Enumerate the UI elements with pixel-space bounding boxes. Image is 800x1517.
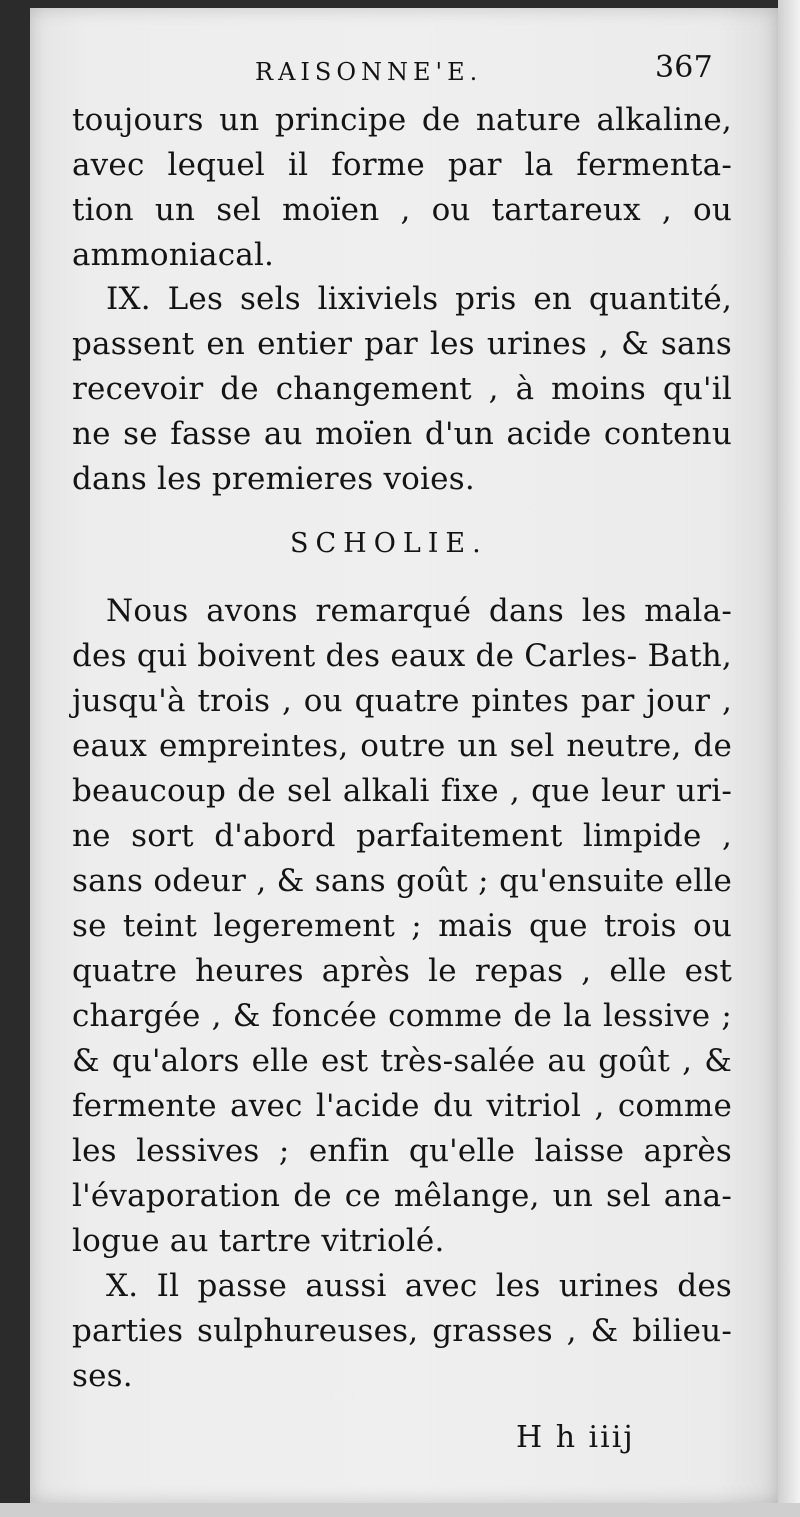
text-line: tion un sel moïen , ou tartareux , ou [72, 192, 732, 228]
text-line: l'évaporation de ce mêlange, un sel ana- [72, 1178, 732, 1214]
text-line: se teint legerement ; mais que trois ou [72, 908, 732, 944]
text-line: dans les premieres voies. [72, 461, 475, 497]
text-line: X. Il passe aussi avec les urines des [106, 1268, 732, 1304]
text-line: quatre heures après le repas , elle est [72, 953, 732, 989]
text-line: & qu'alors elle est très-salée au goût , & [72, 1043, 732, 1079]
text-line: IX. Les sels lixiviels pris en quantité, [106, 281, 732, 317]
signature-mark: H h iiij [516, 1420, 635, 1455]
text-line: chargée , & foncée comme de la lessive ; [72, 998, 732, 1034]
page-number: 367 [655, 50, 713, 85]
text-line: eaux empreintes, outre un sel neutre, de [72, 728, 732, 764]
text-line: ne sort d'abord parfaitement limpide , [72, 818, 732, 854]
text-line: logue au tartre vitriolé. [72, 1223, 445, 1259]
text-line: ses. [72, 1358, 133, 1394]
text-line: recevoir de changement , à moins qu'il [72, 371, 732, 407]
page-bottom-edge [0, 1503, 800, 1517]
text-line: toujours un principe de nature alkaline, [72, 102, 732, 138]
text-line: ne se fasse au moïen d'un acide contenu [72, 416, 732, 452]
text-line: sans odeur , & sans goût ; qu'ensuite elle [72, 863, 732, 899]
text-line: Nous avons remarqué dans les mala- [106, 593, 732, 629]
text-line: beaucoup de sel alkali fixe , que leur uri- [72, 773, 732, 809]
text-line: passent en entier par les urines , & sans [72, 326, 732, 362]
text-line: des qui boivent des eaux de Carles- Bath, [72, 638, 732, 674]
text-line: ammoniacal. [72, 237, 275, 273]
text-line: jusqu'à trois , ou quatre pintes par jour , [72, 683, 732, 719]
running-title: RAISONNE'E. [255, 58, 483, 86]
page-edge [778, 0, 800, 1517]
text-line: les lessives ; enfin qu'elle laisse après [72, 1133, 732, 1169]
text-line: avec lequel il forme par la fermenta- [72, 147, 732, 183]
text-line: parties sulphureuses, grasses , & bilieu- [72, 1313, 732, 1349]
section-heading: SCHOLIE. [290, 528, 488, 559]
text-line: fermente avec l'acide du vitriol , comme [72, 1088, 732, 1124]
